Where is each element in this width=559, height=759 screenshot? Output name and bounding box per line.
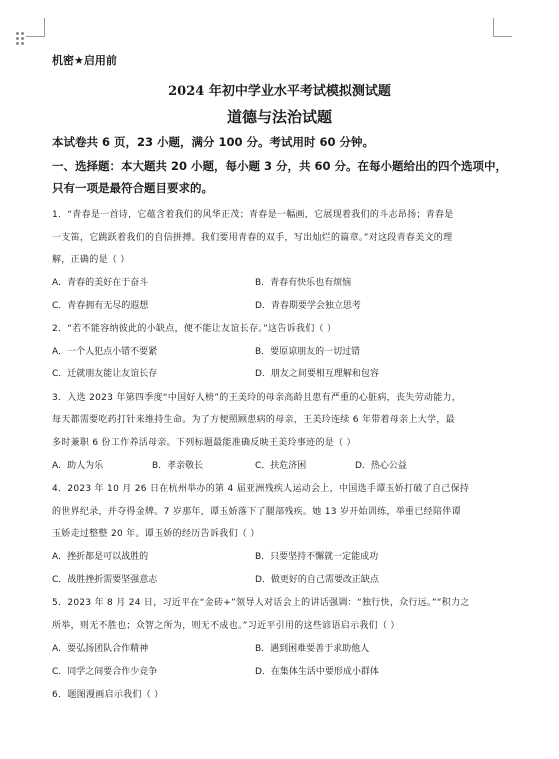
exam-info: 本试卷共 6 页，23 小题，满分 100 分。考试用时 60 分钟。 [52,135,375,149]
question-2-option-a: A．一个人犯点小错不要紧 [52,347,158,357]
question-5-line-2: 所举，则无不胜也；众智之所为，则无不成也。”习近平引用的这些谚语启示我们（ ） [52,621,400,631]
page-corner-mark-top-left [26,18,45,37]
question-5-option-b: B．遇到困难要善于求助他人 [255,644,370,654]
question-4-line-2: 的世界纪录，并夺得金牌。7 岁那年，谭玉娇落下了腿部残疾。她 13 岁开始训练，举重已经陪伴谭 [52,507,461,517]
section-instructions-line2: 只有一项是最符合题目要求的。 [52,181,213,195]
drag-handle-icon[interactable] [16,32,26,46]
exam-title: 2024 年初中学业水平考试模拟测试题 [168,84,391,99]
question-3-line-2: 每天都需要吃药打针来维持生命。为了方便照顾患病的母亲，王美玲连续 6 年带着母亲上大学，最 [52,415,455,425]
question-3-line-3: 多时兼职 6 份工作养活母亲。下列标题最能准确反映王美玲事迹的是（ ） [52,438,356,448]
question-1-line-1: 1．“青春是一首诗，它蕴含着我们的风华正茂；青春是一幅画，它展现着我们的斗志昂扬；青春是 [52,210,454,220]
question-1-option-c: C．青春拥有无尽的遐想 [52,301,149,311]
section-instructions-line1: 一、选择题：本大题共 20 小题，每小题 3 分，共 60 分。在每小题给出的四个选项中， [52,159,508,173]
question-6-line-1: 6．题图漫画启示我们（ ） [52,690,164,700]
question-5-option-c: C．同学之间要合作少竞争 [52,667,158,677]
question-4-line-3: 玉娇走过整整 20 年。谭玉娇的经历告诉我们（ ） [52,529,260,539]
question-3-line-1: 3．入选 2023 年第四季度“中国好人榜”的王美玲的母亲高龄且患有严重的心脏病，丧失劳动能力， [52,393,462,403]
question-5-option-d: D．在集体生活中要形成小群体 [255,667,379,677]
question-1-line-3: 解，正确的是（ ） [52,255,130,265]
question-4-option-d: D．做更好的自己需要改正缺点 [255,575,379,585]
page-corner-mark-top-right [493,18,512,37]
question-4-option-b: B．只要坚持不懈就一定能成功 [255,552,379,562]
question-3-option-c: C．扶危济困 [255,461,307,471]
subject-title: 道德与法治试题 [226,108,332,126]
question-5-line-1: 5．2023 年 8 月 24 日，习近平在“金砖+”领导人对话会上的讲话强调：“独行快，众行远。”“积力之 [52,598,470,608]
question-1-option-a: A．青春的美好在于奋斗 [52,278,149,288]
question-5-option-a: A．要弘扬团队合作精神 [52,644,149,654]
question-3-option-b: B．孝亲敬长 [152,461,204,471]
question-1-option-d: D．青春期要学会独立思考 [255,301,361,311]
question-1-option-b: B．青春有快乐也有烦恼 [255,278,352,288]
question-2-option-c: C．迁就朋友能让友谊长存 [52,369,158,379]
question-4-line-1: 4．2023 年 10 月 26 日在杭州举办的第 4 届亚洲残疾人运动会上，中国选手谭玉娇打破了自己保持 [52,484,470,494]
question-1-line-2: 一支笛，它跳跃着我们的自信拼搏。我们要用青春的双手，写出灿烂的篇章。”对这段青春美文的理 [52,233,453,243]
question-2-option-d: D．朋友之间要相互理解和包容 [255,369,379,379]
secret-label: 机密★启用前 [52,54,117,67]
question-4-option-c: C．战胜挫折需要坚强意志 [52,575,158,585]
question-4-option-a: A．挫折都是可以战胜的 [52,552,149,562]
question-2-line-1: 2．“若不能容纳彼此的小缺点，便不能让友谊长存。”这告诉我们（ ） [52,324,337,334]
question-3-option-a: A．助人为乐 [52,461,104,471]
question-3-option-d: D．热心公益 [355,461,407,471]
question-2-option-b: B．要原谅朋友的一切过错 [255,347,361,357]
